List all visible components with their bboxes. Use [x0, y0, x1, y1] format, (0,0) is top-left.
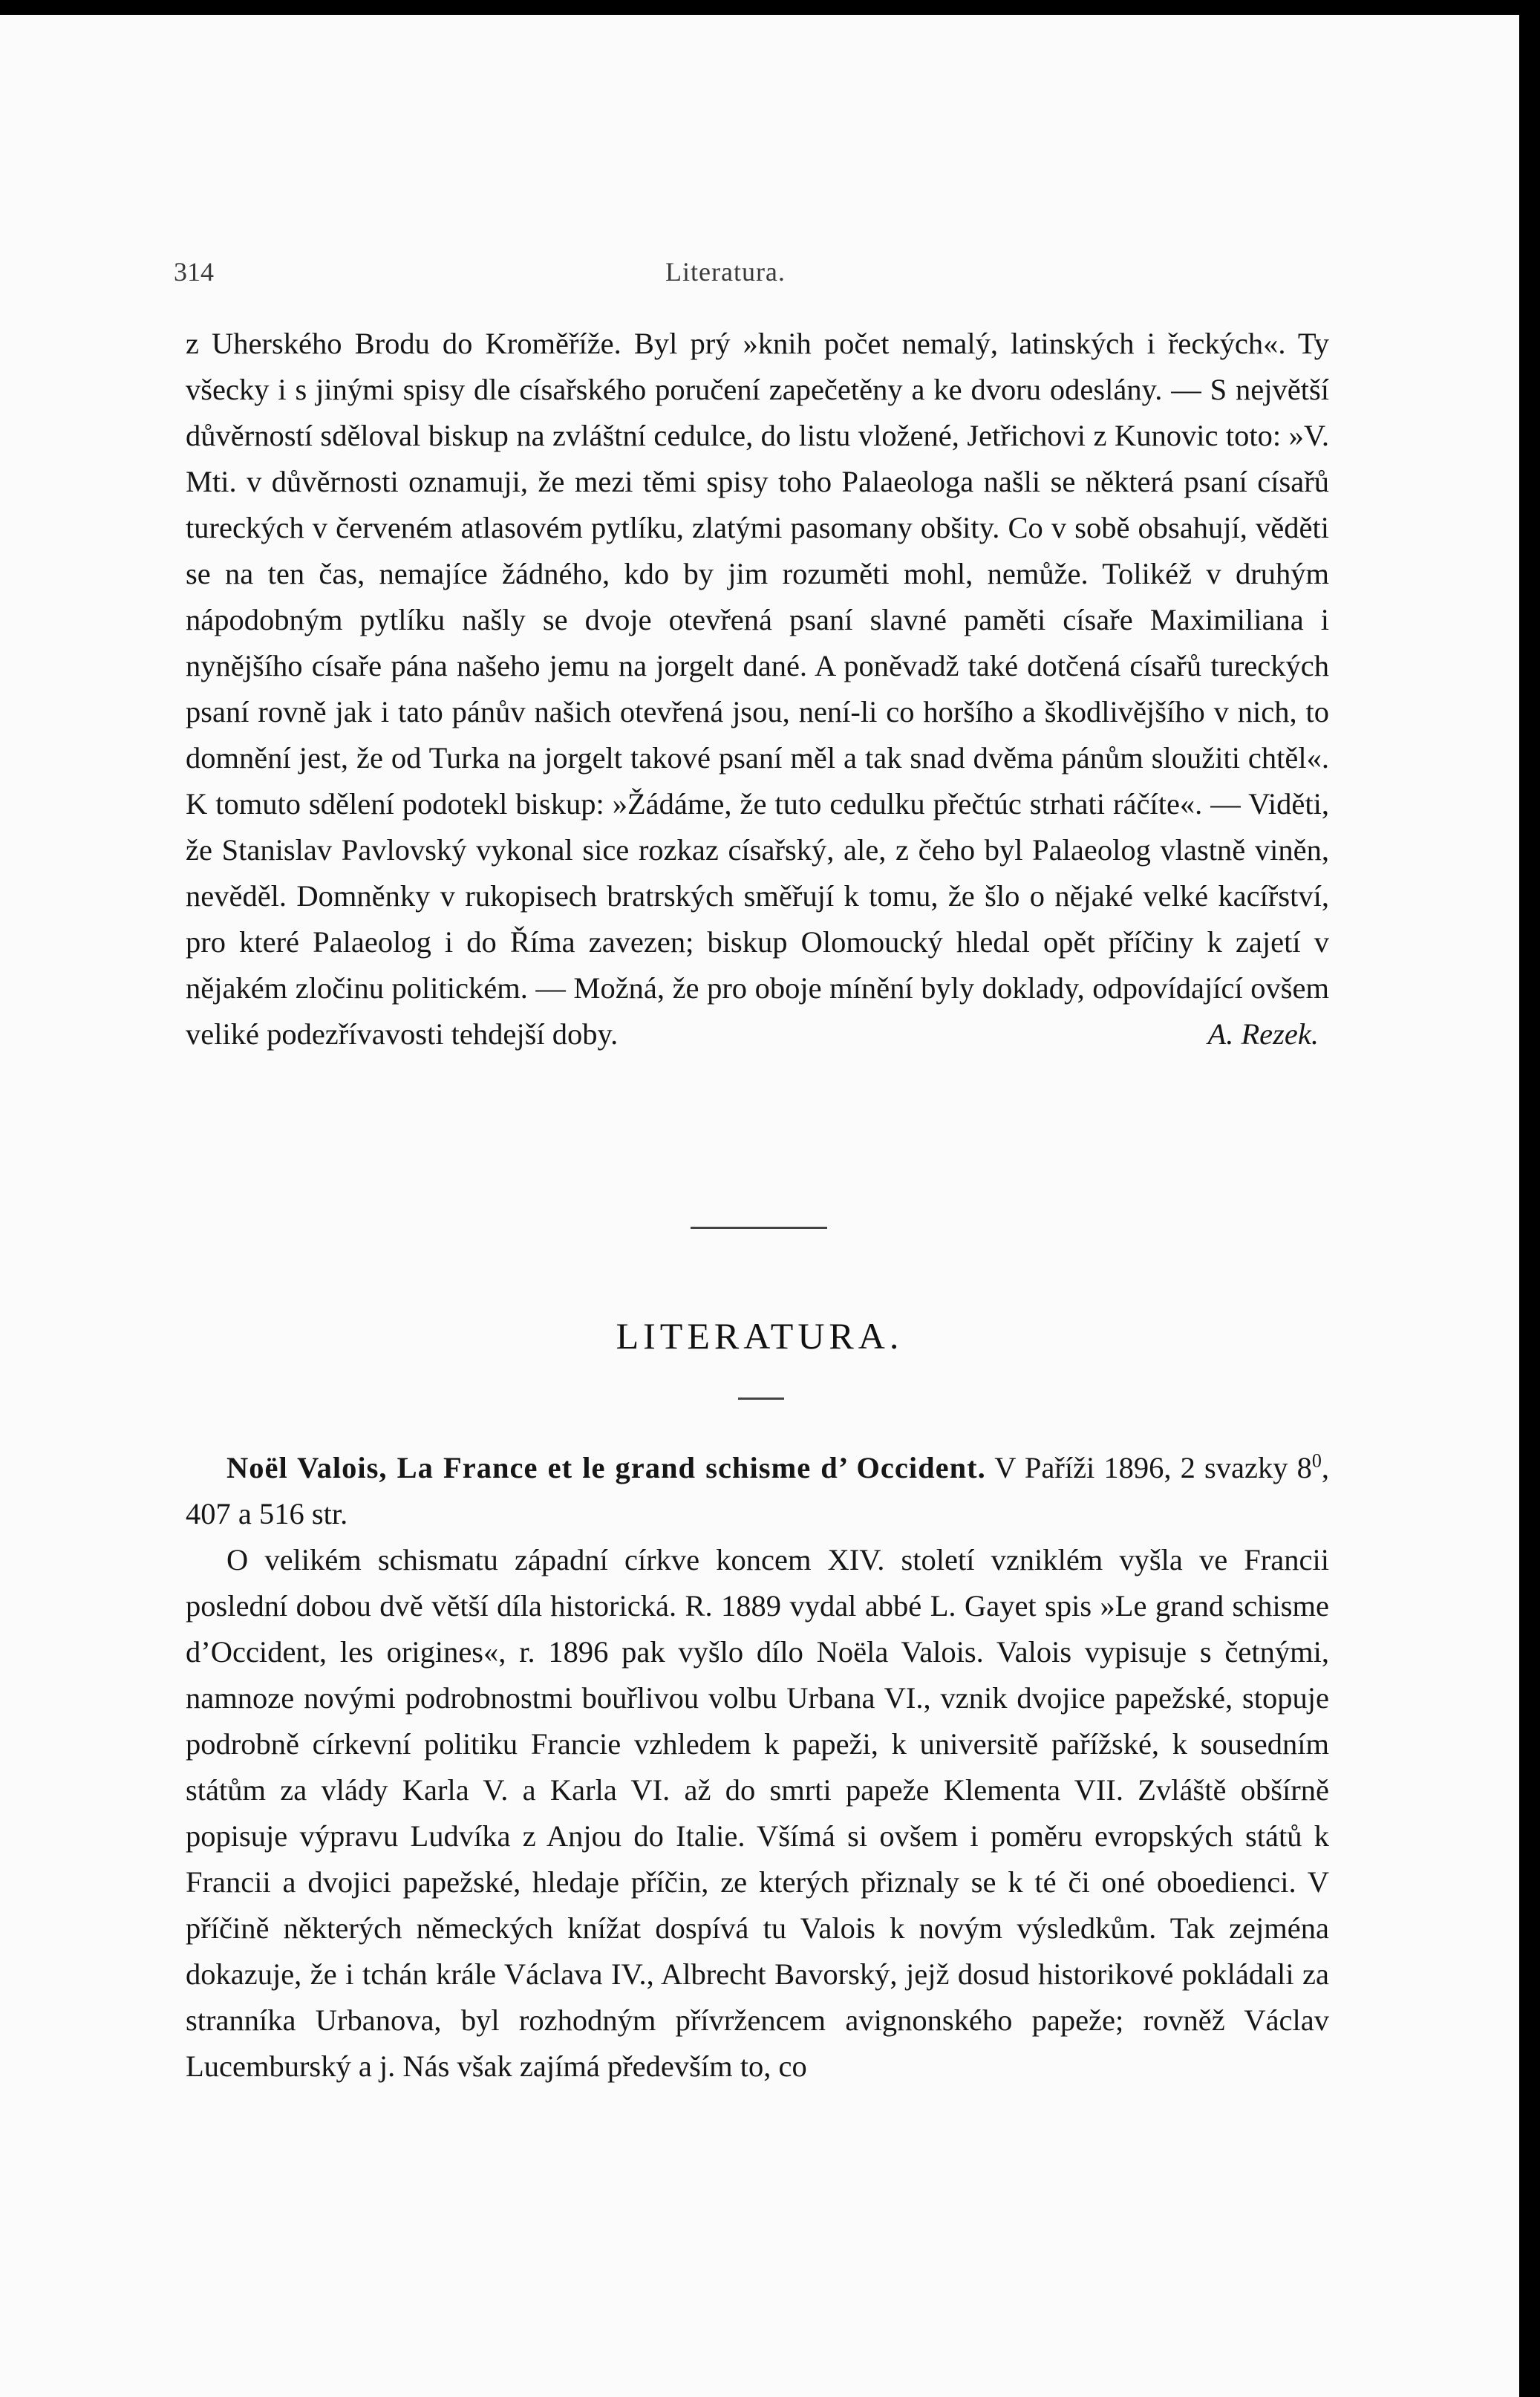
review-imprint: V Paříži 1896, 2 svazky $8^0$, 407 a 516 str. — [186, 1449, 1329, 1530]
review-section — [186, 1445, 1329, 2090]
review-heading-paragraph — [186, 1445, 1329, 1537]
section-title: LITERATURA. — [616, 1315, 904, 1357]
letter-text: z Uherského Brodu do Kroměříže. Byl prý »knih počet nemalý, latinských i řeckých«. Ty všecky i s jinými spisy dle císařského poručení zapečetěny a ke dvoru odeslány. — S největší důvěrností sděloval biskup na zvláštní cedulce, do listu vložené, Jetřichovi z Kunovic toto: »V. Mti. v důvěrnosti oznamuji, že mezi těmi spisy toho Palaeologa našli se některá psaní císařů tureckých v červeném atlasovém pytlíku, zlatými pasomany obšity. Co v sobě obsahují, věděti se na ten čas, nemajíce žádného, kdo by jim rozuměti mohl, nemůže. Tolikéž v druhým nápodobným pytlíku našly se dvoje otevřená psaní slavné paměti císaře Maximiliana i nynějšího císaře pána našeho jemu na jorgelt dané. A poněvadž také dotčená císařů tureckých psaní rovně jak i tato pánův našich otevřená jsou, není-li co horšího a škodlivějšího v nich, to domnění jest, že od Turka na jorgelt takové psaní měl a tak snad dvěma pánům sloužiti chtěl«. K tomuto sdělení podotekl biskup: »Žádáme, že tuto cedulku přečtúc strhati ráčíte«. — Viděti, že Stanislav Pavlovský vykonal sice rozkaz císařský, ale, z čeho byl Palaeolog vlastně viněn, nevěděl. Domněnky v rukopisech bratrských směřují k tomu, že šlo o nějaké velké kacířství, pro které Palaeolog i do Říma zavezen; biskup Olomoucký hledal opět příčiny k zajetí v nějakém zločinu politickém. — Možná, že pro oboje mínění byly doklady, odpovídající ovšem veliké podezřívavosti tehdejší doby. — [186, 327, 1329, 1051]
scan-edge — [1519, 0, 1540, 2397]
author-signature: A. Rezek. — [1207, 1017, 1319, 1051]
page-number: 314 — [174, 257, 214, 287]
letter-paragraph — [186, 321, 1329, 1057]
running-title: Literatura. — [665, 257, 786, 287]
review-heading: Noël Valois, La France et le grand schisme d’ Occident. — [226, 1451, 986, 1484]
section-divider — [691, 1227, 827, 1229]
letter-section — [186, 321, 1329, 1057]
title-underline — [738, 1398, 784, 1400]
page-header — [0, 250, 1519, 294]
review-paragraph: O velikém schismatu západní církve koncem XIV. století vzniklém vyšla ve Francii poslední dobou dvě větší díla historická. R. 1889 vydal abbé L. Gayet spis »Le grand schisme d’Occident, les origines«, r. 1896 pak vyšlo dílo Noëla Valois. Valois vypisuje s četnými, namnoze novými podrobnostmi bouřlivou volbu Urbana VI., vznik dvojice papežské, stopuje podrobně církevní politiku Francie vzhledem k papeži, k universitě pařížské, k sousedním státům za vlády Karla V. a Karla VI. až do smrti papeže Klementa VII. Zvláště obšírně popisuje výpravu Ludvíka z Anjou do Italie. Všímá si ovšem i poměru evropských států k Francii a dvojici papežské, hledaje příčin, ze kterých přiznaly se k té či oné oboedienci. V příčině některých německých knížat dospívá tu Valois k novým výsledkům. Tak zejména dokazuje, že i tchán krále Václava IV., Albrecht Bavorský, jejž dosud historikové pokládali za stranníka Urbanova, byl rozhodným přívržencem avignonského papeže; rovněž Václav Lucemburský a j. Nás však zajímá především to, co — [186, 1543, 1329, 2083]
book-page — [0, 15, 1519, 2397]
